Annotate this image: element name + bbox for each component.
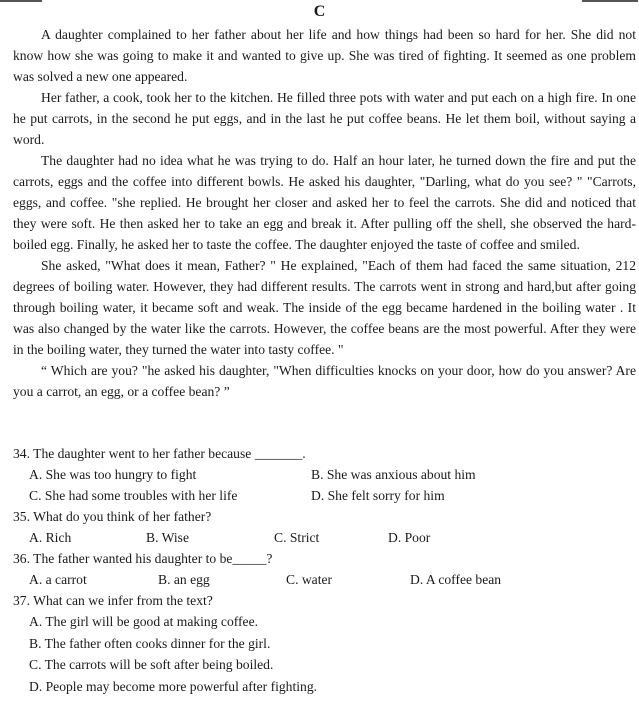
passage-paragraph: The daughter had no idea what he was trying to do. Half an hour later, he turned down the fire and put the carrots, eggs and the coffee into different bowls. He asked his daughter, "Darling, what do you see? " "Carrots, eggs, and coffee. "she replied. He brought her closer and asked her to feel the carrots. She did and noticed that they were soft. He then asked her to take an egg and break it. After pulling off the shell, she observed the hard-boiled egg. Finally, he asked her to taste the coffee. The daughter enjoyed the taste of coffee and smiled. [13,153,636,252]
answer-option: D. She felt sorry for him [311,488,445,503]
question-list [13,443,636,697]
top-edge-mark [0,0,42,2]
question-stem: 37. What can we infer from the text? [13,593,213,608]
answer-option: A. a carrot [29,572,87,587]
answer-option: C. Strict [274,530,320,545]
question-stem: 34. The daughter went to her father because _______. [13,446,306,461]
option-row [13,527,636,548]
answer-option: A. The girl will be good at making coffee. [29,614,259,629]
passage-paragraph: Her father, a cook, took her to the kitchen. He filled three pots with water and put each on a high fire. In one he put carrots, in the second he put eggs, and in the last he put coffee beans. He let them boil, without saying a word. [13,90,636,147]
section-title: C [313,3,326,20]
answer-option: B. an egg [158,572,210,587]
answer-option: A. She was too hungry to fight [29,467,197,482]
answer-option: C. She had some troubles with her life [29,488,238,503]
answer-option: B. She was anxious about him [311,467,476,482]
answer-option: D. People may become more powerful after fighting. [29,678,318,694]
passage-paragraph: “ Which are you? "he asked his daughter, "When difficulties knocks on your door, how do you answer? Are you a carrot, an egg, or a coffee bean? ” [13,363,636,399]
answer-option: B. Wise [146,530,190,545]
question-stem: 36. The father wanted his daughter to be_____? [13,551,273,566]
top-edge-mark [582,0,638,2]
reading-passage [13,24,636,402]
passage-paragraph: She asked, "What does it mean, Father? " He explained, "Each of them had faced the same situation, 212 degrees of boiling water. However, they had different results. The carrots went in strong and hard,but after going through boiling water, it became soft and weak. The inside of the egg became hardened in the boiling water . It was also changed by the water like the carrots. However, the coffee beans are the most powerful. After they were in the boiling water, they turned the water into tasty coffee. " [13,258,636,357]
question-stem: 35. What do you think of her father? [13,509,212,524]
option-row [13,485,636,506]
passage-paragraph: A daughter complained to her father about her life and how things had been so hard for her. She did not know how she was going to make it and wanted to give up. She was tired of fighting. It seemed as one problem was solved a new one appeared. [13,27,636,84]
option-row [13,464,636,485]
option-row [13,569,636,590]
answer-option: D. Poor [388,530,431,545]
answer-option: D. A coffee bean [410,572,502,587]
answer-option: C. The carrots will be soft after being boiled. [29,657,274,672]
answer-option: A. Rich [29,530,72,545]
answer-option: B. The father often cooks dinner for the girl. [29,635,271,651]
answer-option: C. water [286,572,333,587]
